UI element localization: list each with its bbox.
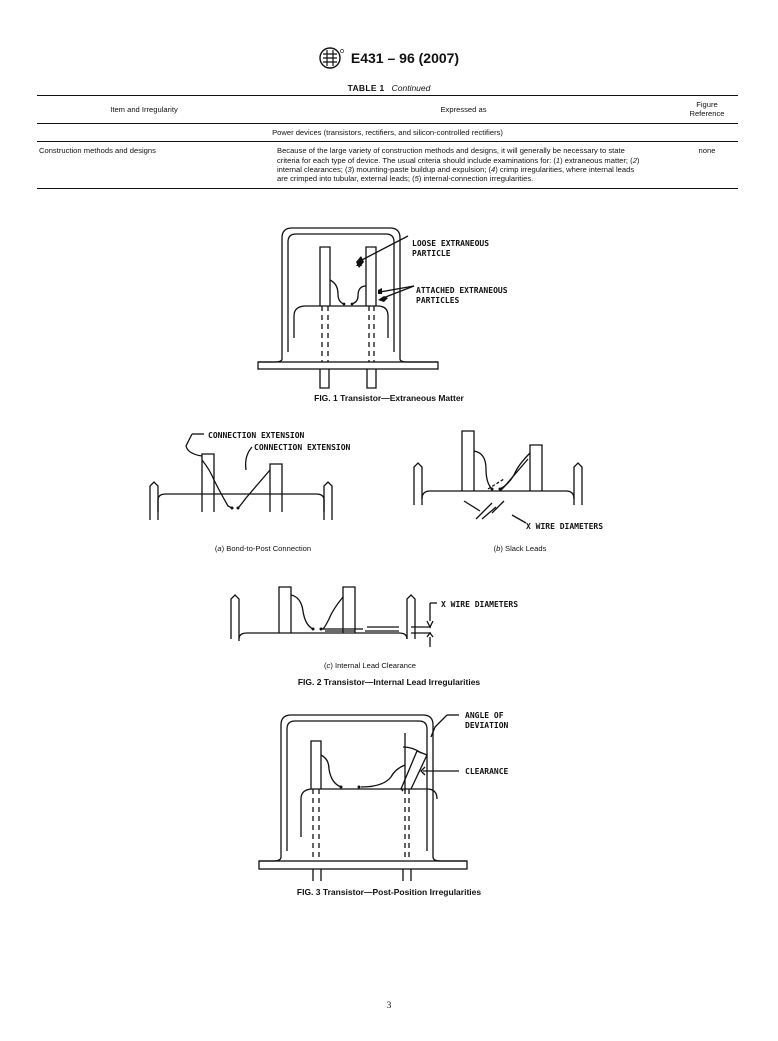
- figure-2a-subcaption: (a) Bond-to-Post Connection: [214, 544, 312, 553]
- figure-3-caption: FIG. 3 Transistor—Post-Position Irregularities: [296, 887, 482, 897]
- fig2c-label-wire: X WIRE DIAMETERS: [441, 600, 519, 609]
- sub-b-letter: b: [496, 544, 501, 553]
- astm-logo-icon: [319, 47, 345, 69]
- column-header-expressed: Expressed as: [251, 96, 676, 124]
- table-row: [37, 142, 738, 189]
- table-caption: [0, 83, 778, 93]
- column-header-figure: Figure Reference: [676, 96, 738, 124]
- expr-text-4: ) crimp irregularities, where internal leads are crimped into tubular, external leads; (: [277, 165, 635, 184]
- expr-text-3: ) mounting-paste buildup and expulsion; (: [351, 165, 492, 175]
- table-label: TABLE 1: [347, 83, 385, 93]
- sub-c-letter: c: [326, 661, 331, 670]
- figure-2c-subcaption: (c) Internal Lead Clearance: [323, 661, 417, 670]
- expr-text-5: ) internal-connection irregularities.: [418, 174, 534, 184]
- expr-num-2: 2: [632, 155, 637, 165]
- cell-item: Construction methods and designs: [37, 142, 251, 189]
- figure-2b-subcaption: (b) Slack Leads: [493, 544, 547, 553]
- fig1-label-loose-2: PARTICLE: [412, 249, 451, 258]
- expr-num-5: 5: [414, 174, 419, 184]
- table-continued: Continued: [391, 83, 431, 93]
- page-number: 3: [386, 1001, 392, 1011]
- fig3-label-clearance: CLEARANCE: [465, 767, 509, 776]
- fig2b-label-wire: X WIRE DIAMETERS: [526, 522, 604, 531]
- fig1-label-attached-2: PARTICLES: [416, 296, 460, 305]
- fig3-label-angle-1: ANGLE OF: [465, 711, 504, 720]
- fig1-label-attached-1: ATTACHED EXTRANEOUS: [416, 286, 508, 295]
- figure-1-drawing: [250, 222, 550, 392]
- fig2a-label-conn-2: CONNECTION EXTENSION: [254, 443, 351, 452]
- cell-expressed: [251, 142, 676, 189]
- expr-num-4: 4: [491, 165, 496, 175]
- table-header-row: [37, 96, 738, 124]
- column-header-item: Item and Irregularity: [37, 96, 251, 124]
- expr-text-1: ) extraneous matter; (: [560, 155, 633, 165]
- figure-2b-drawing: [400, 425, 630, 540]
- expr-num-3: 3: [347, 165, 352, 175]
- figure-2a-drawing: [140, 420, 400, 530]
- figure-2c-drawing: [225, 585, 535, 653]
- standard-table: [37, 95, 738, 189]
- expr-num-1: 1: [555, 155, 561, 165]
- section-heading: Power devices (transistors, rectifiers, and silicon-controlled rectifiers): [37, 123, 738, 141]
- expr-lead: Because of the large variety of construction methods and designs, it will generally be necessary to state criteria for each type of device. The usual criteria should include examinations for: (: [277, 146, 625, 165]
- sub-b-text: Slack Leads: [505, 544, 547, 553]
- cell-figure: none: [676, 142, 738, 189]
- page-header: [0, 46, 778, 70]
- document-number: E431 – 96 (2007): [350, 50, 460, 66]
- fig3-label-angle-2: DEVIATION: [465, 721, 509, 730]
- figure-3-drawing: [255, 707, 555, 882]
- figure-2-caption: FIG. 2 Transistor—Internal Lead Irregularities: [297, 677, 481, 687]
- sub-a-text: Bond-to-Post Connection: [226, 544, 312, 553]
- table-section-row: [37, 123, 738, 141]
- sub-a-letter: a: [217, 544, 222, 553]
- sub-c-text: Internal Lead Clearance: [334, 661, 417, 670]
- expr-text-2: ) internal clearances; (: [277, 155, 640, 175]
- fig2a-label-conn-1: CONNECTION EXTENSION: [208, 431, 305, 440]
- fig1-label-loose-1: LOOSE EXTRANEOUS: [412, 239, 490, 248]
- figure-1-caption: FIG. 1 Transistor—Extraneous Matter: [314, 393, 464, 403]
